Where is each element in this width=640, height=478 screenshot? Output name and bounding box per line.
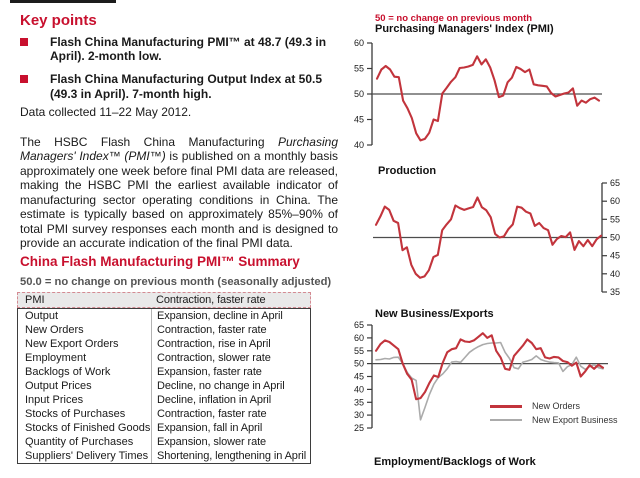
row-value: Decline, inflation in April xyxy=(151,393,310,407)
intro-paragraph xyxy=(20,135,338,251)
svg-text:25: 25 xyxy=(353,423,364,433)
summary-title: China Flash Manufacturing PMI™ Summary xyxy=(20,253,300,269)
row-label: Employment xyxy=(25,351,87,364)
row-label: Input Prices xyxy=(25,393,84,406)
summary-row-pmi xyxy=(17,292,311,308)
bullet-square-icon xyxy=(20,38,28,46)
row-label: Stocks of Finished Goods xyxy=(25,421,151,434)
row-label: New Orders xyxy=(25,323,84,336)
table-row xyxy=(18,421,310,435)
pmi-chart xyxy=(346,30,640,165)
table-row xyxy=(18,337,310,351)
table-row xyxy=(18,365,310,379)
table-row xyxy=(18,351,310,365)
key-point-text: Flash China Manufacturing Output Index at 50.5 (49.3 in April). 7-month high. xyxy=(50,72,323,101)
new-export-line-icon xyxy=(490,419,522,421)
row-value: Expansion, decline in April xyxy=(151,309,310,323)
svg-text:45: 45 xyxy=(610,250,621,261)
table-row xyxy=(18,309,310,323)
row-value: Decline, no change in April xyxy=(151,379,310,393)
data-collected-note: Data collected 11–22 May 2012. xyxy=(20,104,192,119)
row-value: Contraction, slower rate xyxy=(151,351,310,365)
svg-text:35: 35 xyxy=(353,397,364,408)
baseline-note: 50 = no change on previous month xyxy=(375,13,533,24)
summary-table xyxy=(17,308,311,464)
legend-entry-new-orders xyxy=(490,399,618,413)
row-label: New Export Orders xyxy=(25,337,119,350)
legend-label: New Orders xyxy=(532,401,581,411)
employment-section-title: Employment/Backlogs of Work xyxy=(374,456,536,468)
row-label: Output xyxy=(25,309,59,322)
svg-text:55: 55 xyxy=(610,214,621,225)
table-row xyxy=(18,449,310,463)
svg-text:40: 40 xyxy=(353,140,364,150)
left-column xyxy=(20,0,338,464)
row-value: Shortening, lengthening in April xyxy=(151,449,310,463)
intro-text-lead: The HSBC Flash China Manufacturing xyxy=(20,134,278,149)
key-point-text: Flash China Manufacturing PMI™ at 48.7 (49.3 in April). 2-month low. xyxy=(50,35,327,64)
svg-text:30: 30 xyxy=(353,410,364,421)
svg-text:60: 60 xyxy=(353,332,364,343)
new-business-chart-title: New Business/Exports xyxy=(375,308,494,320)
table-row xyxy=(18,323,310,337)
svg-text:35: 35 xyxy=(610,287,621,297)
legend-entry-new-export xyxy=(490,413,618,427)
new-orders-line-icon xyxy=(490,405,522,408)
svg-text:45: 45 xyxy=(353,114,364,125)
summary-note: 50.0 = no change on previous month (seasonally adjusted) xyxy=(20,275,332,288)
row-value: Contraction, faster rate xyxy=(151,407,310,421)
production-chart-title: Production xyxy=(378,165,437,177)
table-row xyxy=(18,435,310,449)
row-value: Contraction, faster rate xyxy=(151,323,310,337)
svg-text:65: 65 xyxy=(610,178,621,188)
row-label: PMI xyxy=(25,293,45,306)
row-value: Expansion, slower rate xyxy=(151,435,310,449)
key-points-title: Key points xyxy=(20,12,97,29)
table-row xyxy=(18,393,310,407)
svg-text:50: 50 xyxy=(610,232,621,243)
row-label: Output Prices xyxy=(25,379,92,392)
row-value: Expansion, faster rate xyxy=(151,365,310,379)
pmi-chart-title: Purchasing Managers' Index (PMI) xyxy=(375,23,554,35)
row-value: Contraction, faster rate xyxy=(156,293,266,306)
row-label: Stocks of Purchases xyxy=(25,407,126,420)
svg-text:50: 50 xyxy=(353,358,364,369)
table-row xyxy=(18,379,310,393)
row-label: Backlogs of Work xyxy=(25,365,111,378)
svg-text:55: 55 xyxy=(353,345,364,356)
production-chart xyxy=(346,175,640,310)
row-label: Quantity of Purchases xyxy=(25,435,134,448)
key-point-bullet xyxy=(20,72,338,100)
row-value: Expansion, fall in April xyxy=(151,421,310,435)
svg-text:45: 45 xyxy=(353,371,364,382)
intro-text-rest: is published on a monthly basis approximately one week before final PMI data are released, making the HSBC PMI the earliest available indicator of manufacturing sector operating conditions in China. The estimate is typically based on approximately 85%–90% of total PMI survey responses each month and is designed to provide an accurate indication of the final PMI data. xyxy=(20,149,338,251)
svg-text:55: 55 xyxy=(353,63,364,74)
legend-label: New Export Business xyxy=(532,415,618,425)
intro-text-italic: Purchasing Managers' Index™ (PMI™) xyxy=(20,134,338,164)
bullet-square-icon xyxy=(20,75,28,83)
row-label: Suppliers' Delivery Times xyxy=(25,449,149,462)
table-row xyxy=(18,407,310,421)
svg-text:50: 50 xyxy=(353,89,364,99)
row-value: Contraction, rise in April xyxy=(151,337,310,351)
svg-text:60: 60 xyxy=(353,38,364,48)
key-point-bullet xyxy=(20,35,338,63)
svg-text:40: 40 xyxy=(610,268,621,279)
svg-text:40: 40 xyxy=(353,384,364,395)
svg-text:65: 65 xyxy=(353,320,364,330)
chart-legend xyxy=(490,399,618,427)
svg-text:60: 60 xyxy=(610,196,621,207)
